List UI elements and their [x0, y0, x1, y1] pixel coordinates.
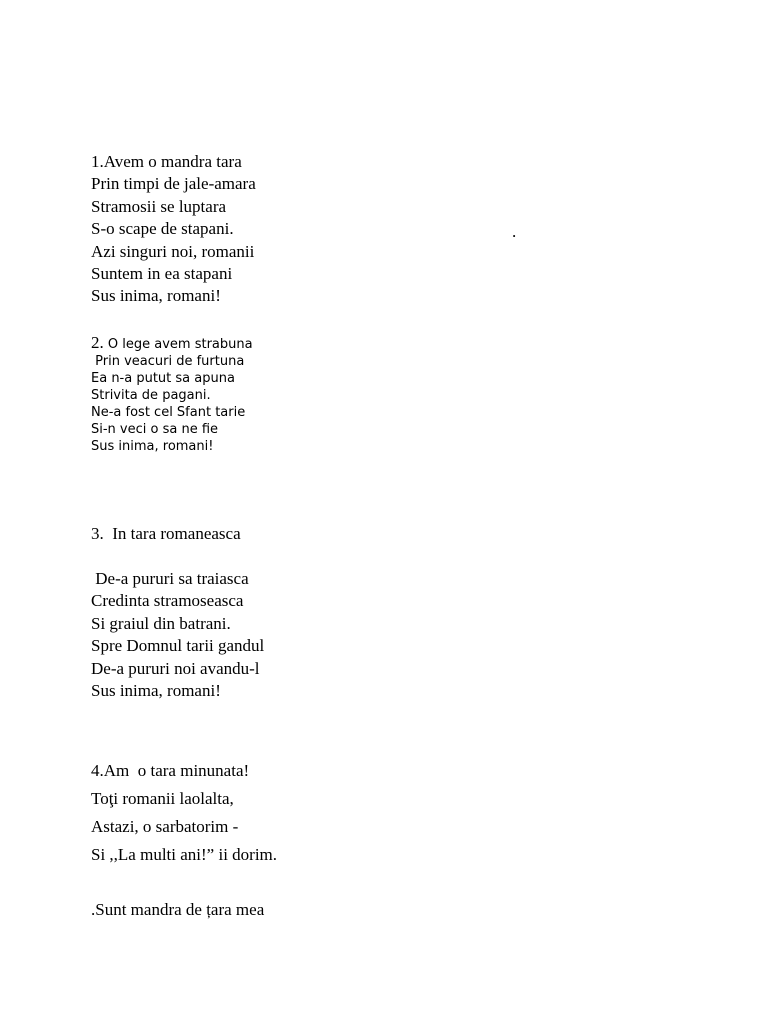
stanza-3-line-2: Credinta stramoseasca — [91, 591, 244, 611]
stanza-2-line-7: Sus inima, romani! — [91, 439, 214, 454]
stanza-2-line-3: Ea n-a putut sa apuna — [91, 371, 235, 386]
stanza-2-first-line: O lege avem strabuna — [103, 337, 253, 352]
stanza-1 — [91, 151, 256, 308]
closing-text: .Sunt mandra de țara mea — [91, 900, 265, 919]
stanza-3 — [91, 568, 264, 702]
stanza-3-line-4: Spre Domnul tarii gandul — [91, 636, 265, 656]
stanza-1-line-3: Stramosii se luptara — [91, 196, 227, 216]
stanza-2 — [91, 334, 253, 455]
stanza-1-line-6: Suntem in ea stapani — [91, 264, 233, 284]
stray-dot: . — [512, 222, 517, 241]
stanza-2-line-4: Strivita de pagani. — [91, 388, 211, 403]
stanza-2-line-2: Prin veacuri de furtuna — [91, 354, 245, 369]
stanza-4-line-4: Si ,,La multi ani!” ii dorim. — [91, 845, 278, 864]
stanza-2-line-6: Si-n veci o sa ne fie — [91, 422, 219, 437]
stanza-2-line-5: Ne-a fost cel Sfant tarie — [91, 405, 246, 420]
stanza-3-line-5: De-a pururi noi avandu-l — [91, 658, 260, 678]
closing-line — [91, 899, 264, 921]
stanza-1-line-7: Sus inima, romani! — [91, 286, 221, 306]
stanza-3-line-1: De-a pururi sa traiasca — [91, 569, 249, 588]
stanza-1-line-5: Azi singuri noi, romanii — [91, 241, 255, 261]
stanza-4-line-2: Toţi romanii laolalta, — [91, 789, 234, 808]
stanza-3-heading-line: 3. In tara romaneasca — [91, 524, 241, 543]
stanza-3-line-6: Sus inima, romani! — [91, 681, 221, 701]
stanza-4 — [91, 757, 277, 869]
stanza-3-heading — [91, 523, 241, 545]
stanza-1-line-2: Prin timpi de jale-amara — [91, 174, 256, 194]
stanza-2-line-1 — [91, 334, 253, 353]
stanza-4-line-3: Astazi, o sarbatorim - — [91, 817, 239, 836]
stanza-1-line-1: 1.Avem o mandra tara — [91, 152, 242, 171]
stanza-2-number: 2. — [91, 333, 104, 352]
stanza-3-line-3: Si graiul din batrani. — [91, 613, 231, 633]
stanza-4-line-1: 4.Am o tara minunata! — [91, 761, 250, 780]
stanza-1-line-4: S-o scape de stapani. — [91, 219, 234, 239]
